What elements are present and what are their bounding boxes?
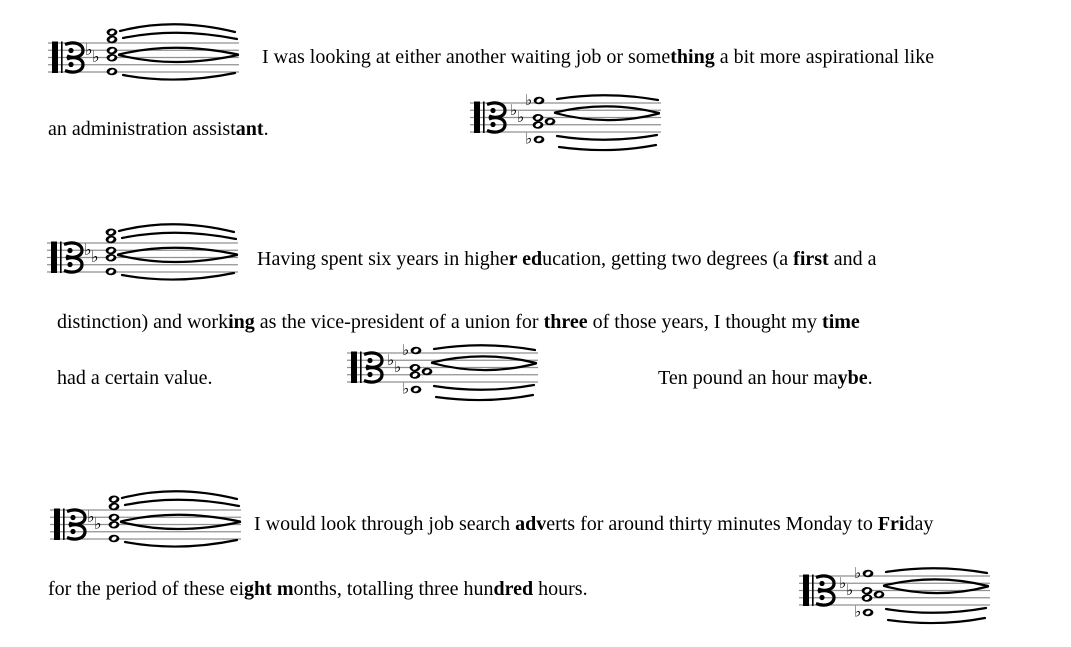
music-chord-image-3 [45, 205, 240, 300]
music-chord-image-1 [46, 5, 241, 100]
text-segment-bold: ybe [837, 367, 868, 389]
text-segment: hours. [533, 578, 588, 600]
text-segment-bold: ant [235, 118, 264, 140]
text-segment: I would look through job search [254, 513, 516, 535]
text-segment-bold: ing [228, 311, 255, 333]
music-chord-image-6 [797, 564, 992, 636]
text-segment-bold: Fri [877, 513, 905, 535]
paragraph-2-line-2 [57, 310, 860, 334]
text-segment: of those years, I thought my [587, 311, 823, 333]
text-segment-bold: ght m [244, 578, 294, 600]
text-segment: distinction) and work [57, 311, 229, 333]
text-segment-bold: thing [670, 46, 715, 68]
text-segment-bold: first [793, 248, 829, 270]
text-segment: I was looking at either another waiting job or some [262, 46, 671, 68]
text-segment: onths, totalling three hun [293, 578, 494, 600]
music-chord-image-2 [468, 91, 663, 163]
text-segment-bold: time [822, 311, 860, 333]
text-segment: day [904, 513, 934, 535]
text-segment-bold: r ed [508, 248, 543, 270]
text-segment: had a certain value. [57, 367, 213, 389]
music-chord-image-4 [345, 341, 540, 413]
text-segment: Having spent six years in highe [257, 248, 509, 270]
paragraph-3-line-2 [48, 577, 588, 601]
text-segment: erts for around thirty minutes Monday to [546, 513, 878, 535]
text-segment: and a [828, 248, 877, 270]
text-segment: . [867, 367, 873, 389]
text-segment: . [263, 118, 269, 140]
text-segment: ucation, getting two degrees (a [542, 248, 794, 270]
paragraph-3-line-1 [254, 512, 933, 536]
text-segment: an administration assist [48, 118, 236, 140]
text-segment: as the vice-president of a union for [254, 311, 544, 333]
paragraph-2-line-3-left [57, 366, 212, 390]
paragraph-2-line-3-right [658, 366, 873, 390]
text-segment: Ten pound an hour ma [658, 367, 838, 389]
text-segment-bold: dred [493, 578, 534, 600]
music-chord-image-5 [48, 472, 243, 567]
text-segment: for the period of these ei [48, 578, 245, 600]
paragraph-1-line-1 [262, 45, 934, 69]
text-segment: a bit more aspirational like [714, 46, 935, 68]
paragraph-2-line-1 [257, 247, 876, 271]
text-segment-bold: three [543, 311, 588, 333]
paragraph-1-line-2 [48, 117, 269, 141]
text-segment-bold: adv [515, 513, 547, 535]
